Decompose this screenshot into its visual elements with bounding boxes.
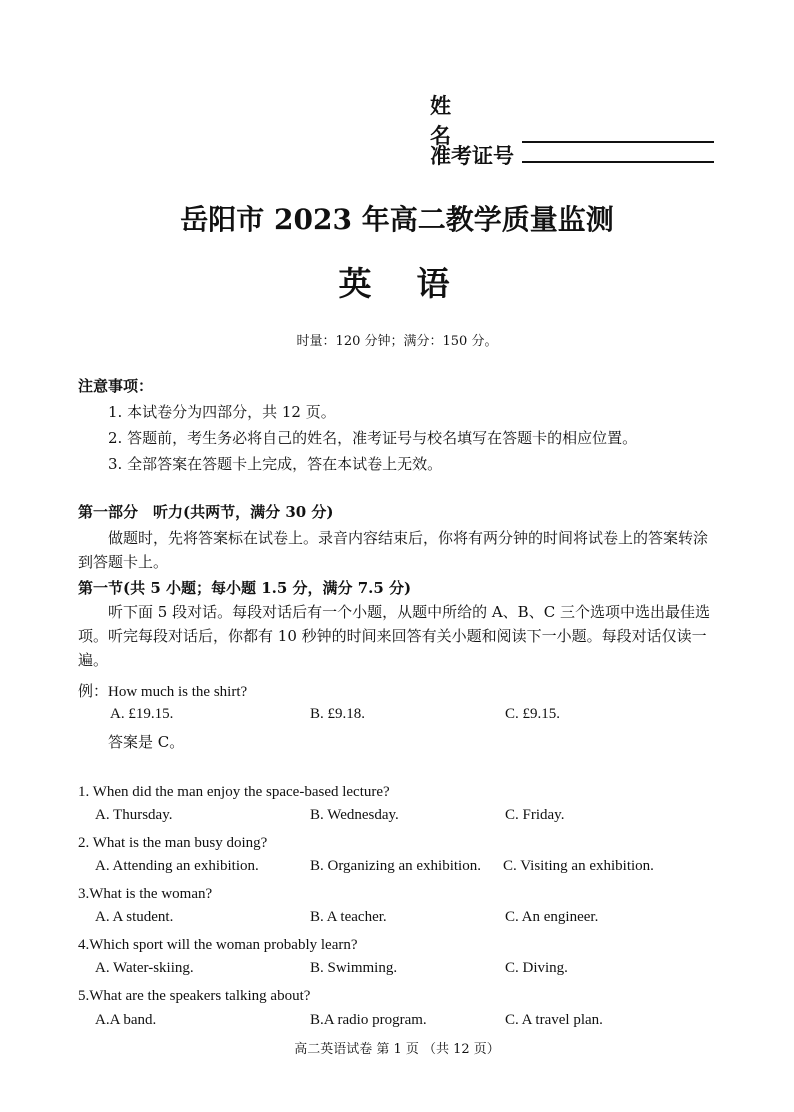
exam-title: 岳阳市 2023 年高二教学质量监测 <box>180 203 614 236</box>
option-b[interactable]: B. Swimming. <box>310 960 398 976</box>
option-a[interactable]: A. A student. <box>95 909 174 925</box>
option-b[interactable]: B. Wednesday. <box>310 807 399 823</box>
question-options <box>0 858 794 878</box>
part1-heading: 第一部分 听力(共两节，满分 30 分) <box>78 503 334 521</box>
notice-item: 3. 全部答案在答题卡上完成，答在本试卷上无效。 <box>108 455 443 473</box>
section1-intro: 听下面 5 段对话。每段对话后有一个小题，从题中所给的 A、B、C 三个选项中选出最佳选项。听完每段对话后，你都有 10 秒钟的时间来回答有关小题和阅读下一小题。每段对话仅读一遍。 <box>78 603 710 669</box>
id-field[interactable] <box>430 140 714 170</box>
notice-item: 1. 本试卷分为四部分，共 12 页。 <box>108 403 336 421</box>
question-text: 1. When did the man enjoy the space-based lecture? <box>78 784 390 800</box>
question-options <box>0 960 794 980</box>
section1-heading: 第一节(共 5 小题；每小题 1.5 分，满分 7.5 分) <box>78 579 412 597</box>
name-label: 姓名 <box>430 93 483 148</box>
option-c[interactable]: C. Diving. <box>505 960 568 976</box>
option-a[interactable]: A.A band. <box>95 1012 157 1028</box>
example-prefix: 例： <box>78 682 109 700</box>
subject-title: 英 语 <box>338 264 456 303</box>
option-b: B. £9.18. <box>310 706 366 722</box>
id-label: 准考证号 <box>430 143 514 168</box>
option-c: C. £9.15. <box>505 706 561 722</box>
option-c[interactable]: C. A travel plan. <box>505 1012 603 1028</box>
option-b[interactable]: B. Organizing an exhibition. <box>310 858 481 874</box>
id-blank[interactable] <box>522 141 714 163</box>
notice-heading: 注意事项： <box>78 377 154 395</box>
part1-intro: 做题时，先将答案标在试卷上。录音内容结束后，你将有两分钟的时间将试卷上的答案转涂到答题卡上。 <box>78 529 709 571</box>
example-question <box>78 680 247 702</box>
question-text: 2. What is the man busy doing? <box>78 835 268 851</box>
option-c[interactable]: C. An engineer. <box>505 909 599 925</box>
option-a[interactable]: A. Attending an exhibition. <box>95 858 259 874</box>
example-question-text: How much is the shirt? <box>108 684 248 700</box>
option-c[interactable]: C. Friday. <box>505 807 565 823</box>
page-footer: 高二英语试卷 第 1 页 （共 12 页） <box>294 1042 500 1057</box>
example-answer: 答案是 C。 <box>108 733 185 751</box>
option-c[interactable]: C. Visiting an exhibition. <box>503 858 654 874</box>
option-b[interactable]: B.A radio program. <box>310 1012 427 1028</box>
question-options <box>0 807 794 827</box>
question-options <box>0 909 794 929</box>
option-a[interactable]: A. Thursday. <box>95 807 173 823</box>
question-text: 3.What is the woman? <box>78 886 213 902</box>
time-score: 时量：120 分钟；满分：150 分。 <box>296 334 498 349</box>
question-text: 4.Which sport will the woman probably learn? <box>78 937 358 953</box>
example-options <box>0 706 794 726</box>
question-options <box>0 1012 794 1032</box>
option-a[interactable]: A. Water-skiing. <box>95 960 194 976</box>
option-b[interactable]: B. A teacher. <box>310 909 387 925</box>
notice-item: 2. 答题前，考生务必将自己的姓名，准考证号与校名填写在答题卡的相应位置。 <box>108 429 638 447</box>
question-text: 5.What are the speakers talking about? <box>78 988 311 1004</box>
option-a: A. £19.15. <box>110 706 174 722</box>
